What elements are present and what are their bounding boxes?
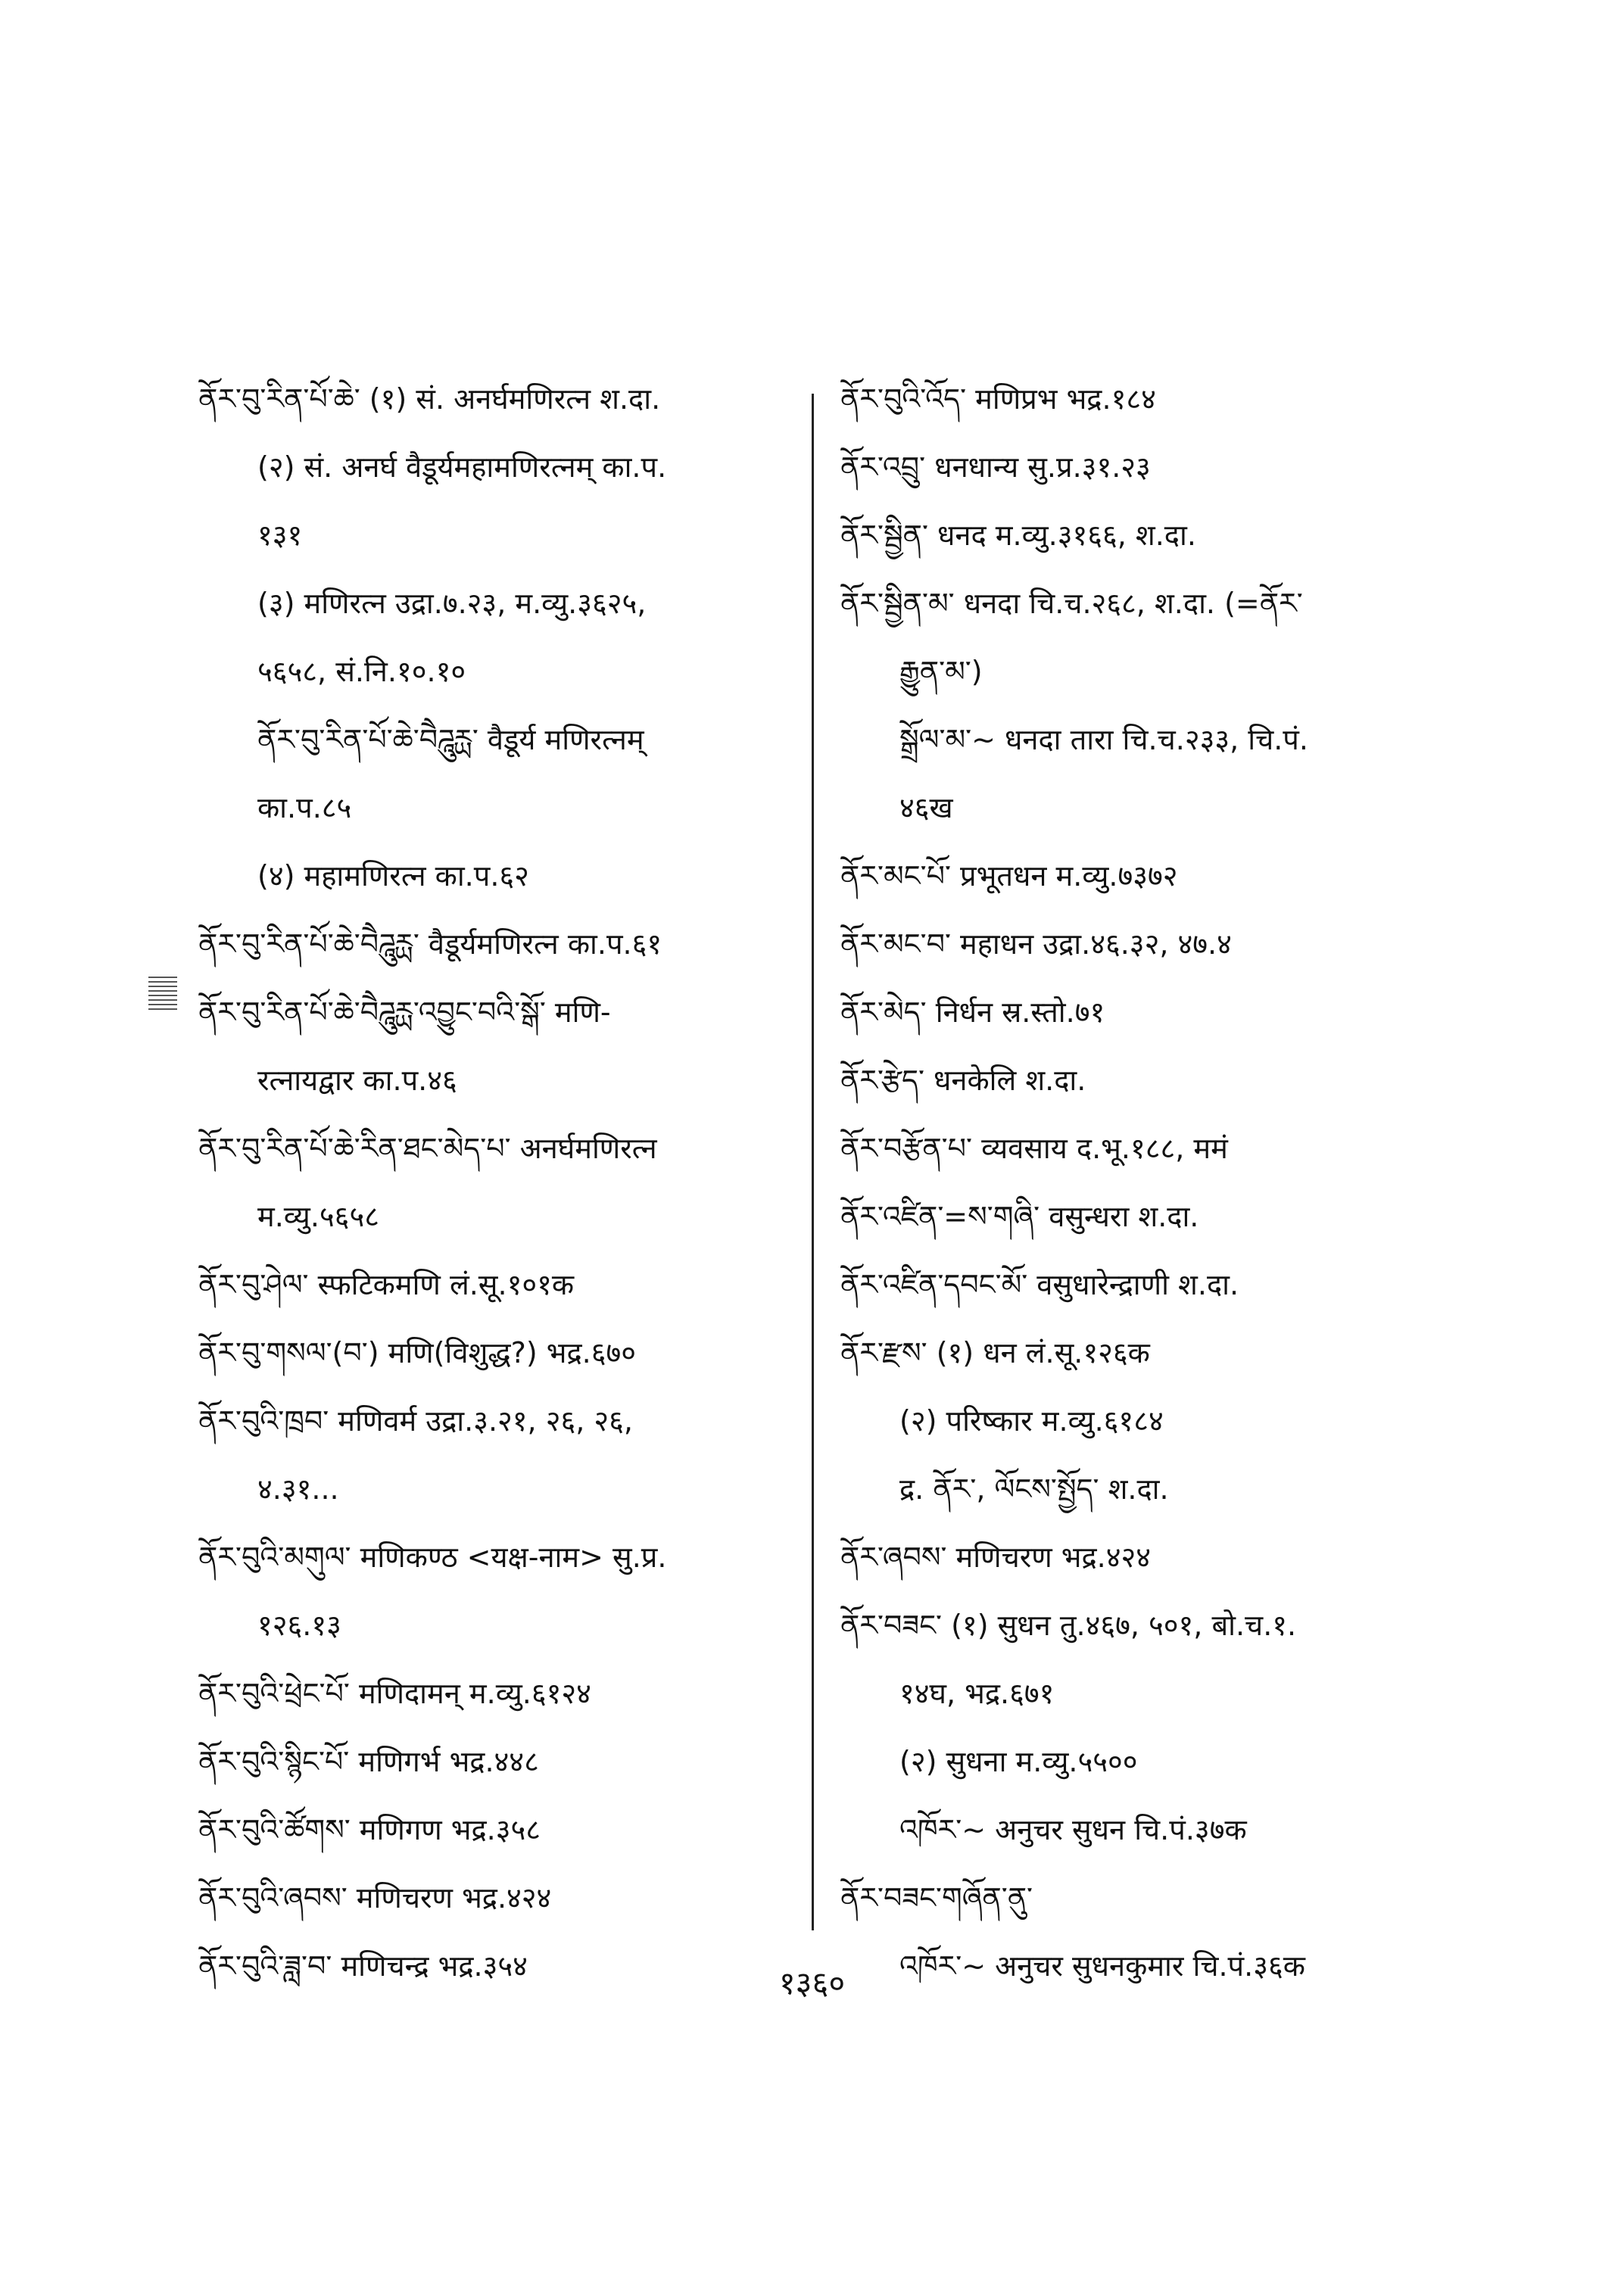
dictionary-line: ནོར་མང་བ་ महाधन उद्रा.४६.३२, ४७.४ [840,927,1232,961]
dictionary-line: ནོར་སྦྱིན་ धनद म.व्यु.३१६६, श.दा. [840,519,1196,552]
dictionary-line: འཁོར་~ अनुचर सुधनकुमार चि.पं.३६क [899,1949,1305,1983]
dictionary-line: ནོར་བུའི་ཁྲབ་ मणिवर्म उद्रा.३.२१, २६, २६, [198,1404,633,1438]
dictionary-line: ནོར་བཟང་གཞོན་ནུ་ [840,1881,1033,1914]
dictionary-line: ནོར་བུ་རིན་པོ་ཆེ་བཻཌཱུརྻ་ वैडूर्यमणिरत्न का.प.६१ [198,927,662,961]
dictionary-line: १२६.१३ [257,1609,341,1642]
dictionary-line: ནོར་འབྲུ་ धनधान्य सु.प्र.३१.२३ [840,450,1151,484]
dictionary-line: ནོར་བུ་རིན་པོ་ཆེ་རིན་ཐང་མེད་པ་ अनर्घमणिरत्न [198,1132,657,1165]
dictionary-line: འཁོར་~ अनुचर सुधन चि.पं.३७क [899,1813,1247,1846]
dictionary-line: म.व्यु.५६५८ [257,1200,379,1233]
dictionary-line: रत्नायद्वार का.प.४६ [257,1064,457,1097]
margin-scan-mark [148,977,177,1010]
dictionary-line: ནོར་བུ་གསལ་(བ་) मणि(विशुद्ध?) भद्र.६७० [198,1336,636,1369]
dictionary-line: ནོར་སྦྱིན་མ་ धनदा चि.च.२६८, श.दा. (=ནོར་ [840,587,1303,620]
dictionary-line: ५६५८, सं.नि.१०.१० [257,655,466,688]
dictionary-line: ནོར་བུ་རིན་པོ་ཆེ་བཻཌཱུརྻ་ वैडूर्य मणिरत्नम् [257,723,644,756]
dictionary-line: ४६ख [899,791,953,824]
dictionary-line: ནོར་མང་པོ་ प्रभूतधन म.व्यु.७३७२ [840,859,1178,893]
dictionary-line: ནོར་བཟང་ (१) सुधन तु.४६७, ५०१, बो.च.१. [840,1609,1297,1642]
dictionary-line: ནོར་བུའི་སྙིང་པོ་ मणिगर्भ भद्र.४४८ [198,1745,539,1778]
dictionary-line: ནོར་བུའི་ཕྲེང་པོ་ मणिदामन् म.व्यु.६१२४ [198,1677,591,1710]
right-column [840,382,1454,2017]
dictionary-line: (२) सुधना म.व्यु.५५०० [899,1745,1138,1778]
dictionary-line: द्र. ནོར་, ལོངས་སྤྱོད་ श.दा. [899,1472,1169,1506]
dictionary-line: ནོར་ཞབས་ मणिचरण भद्र.४२४ [840,1541,1152,1574]
dictionary-line: ནོར་བུ་ཤེལ་ स्फटिकमणि लं.सू.१०१क [198,1268,575,1301]
dictionary-line: ४.३१... [257,1472,339,1506]
dictionary-line: རྒྱུན་མ་) [899,655,983,688]
dictionary-line: का.प.८५ [257,791,352,824]
dictionary-line: ནོར་མེད་ निर्धन स्र.स्तो.७१ [840,995,1105,1029]
dictionary-line: ནོར་བུའི་ཞབས་ मणिचरण भद्र.४२४ [198,1881,552,1914]
dictionary-line: ནོར་འཛིན་དབང་མོ་ वसुधारेन्द्राणी श.दा. [840,1268,1239,1301]
dictionary-line: ནོར་བུའི་འོད་ मणिप्रभ भद्र.१८४ [840,382,1156,416]
dictionary-line: ནོར་རྫས་ (१) धन लं.सू.१२६क [840,1336,1150,1369]
page-number: १३६० [778,1964,846,2002]
dictionary-line: ནོར་འཛིན་=ས་གཞི་ वसुन्धरा श.दा. [840,1200,1199,1233]
dictionary-line: སྒྲོལ་མ་~ धनदा तारा चि.च.२३३, चि.पं. [899,723,1308,756]
dictionary-line: (२) सं. अनर्घ वैडूर्यमहामणिरत्नम् का.प. [257,450,667,484]
dictionary-line: ནོར་བུའི་མགུལ་ मणिकण्ठ <यक्ष-नाम> सु.प्र. [198,1541,667,1574]
dictionary-line: ནོར་བུ་རིན་པོ་ཆེ་ (१) सं. अनर्घमणिरत्न श.दा. [198,382,661,416]
left-column [198,382,804,2017]
dictionary-line: १३१ [257,519,303,552]
dictionary-line: १४घ, भद्र.६७१ [899,1677,1055,1710]
column-divider [812,394,814,1930]
dictionary-line: ནོར་རྩེད་ धनकेलि श.दा. [840,1064,1086,1097]
dictionary-line: (२) परिष्कार म.व्यु.६१८४ [899,1404,1164,1438]
dictionary-line: ནོར་བུའི་ཚོགས་ मणिगण भद्र.३५८ [198,1813,541,1846]
dictionary-line: ནོར་བུའི་ཟླ་བ་ मणिचन्द्र भद्र.३५४ [198,1949,528,1983]
dictionary-line: ནོར་བརྩོན་པ་ व्यवसाय द.भू.१८८, ममं [840,1132,1228,1165]
dictionary-line: (४) महामणिरत्न का.प.६२ [257,859,529,893]
dictionary-line: (३) मणिरत्न उद्रा.७.२३, म.व्यु.३६२५, [257,587,647,620]
dictionary-line: ནོར་བུ་རིན་པོ་ཆེ་བཻཌཱུརྻ་འབྱུང་བའི་སྒོ་ मणि- [198,995,611,1029]
